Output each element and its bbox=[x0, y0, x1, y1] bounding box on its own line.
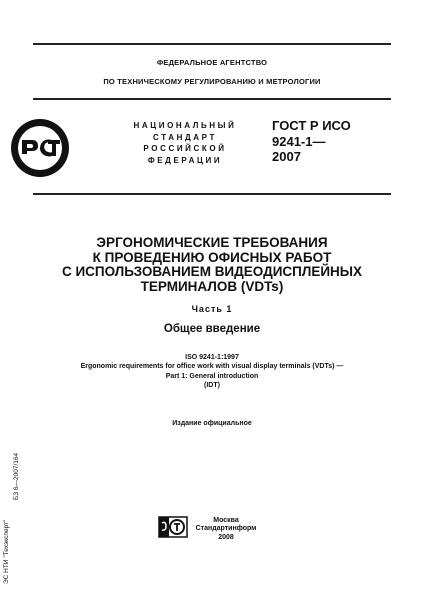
iso-line2: Ergonomic requirements for office work with visual display terminals (VDTs) — bbox=[80, 363, 344, 371]
publisher-name: Стандартинформ bbox=[195, 525, 257, 533]
bottom-rule bbox=[33, 193, 391, 195]
national-line3: РОССИЙСКОЙ bbox=[143, 144, 227, 153]
national-line2: СТАНДАРТ bbox=[153, 132, 217, 142]
national-standard-label bbox=[120, 120, 250, 166]
standard-id-line2: 9241-1— bbox=[272, 133, 326, 149]
part-number: Часть 1 bbox=[191, 304, 233, 314]
publisher-city: Москва bbox=[213, 517, 239, 524]
iso-line1: ISO 9241-1:1997 bbox=[185, 354, 239, 361]
rst-logo bbox=[10, 118, 70, 178]
national-line4: ФЕДЕРАЦИИ bbox=[147, 155, 223, 165]
rst-logo-icon bbox=[10, 118, 70, 178]
document-title bbox=[40, 236, 384, 294]
iso-reference bbox=[30, 353, 394, 391]
document-subtitle: Общее введение bbox=[163, 323, 261, 335]
agency-name-line1: ФЕДЕРАЛЬНОЕ АГЕНТСТВО bbox=[156, 58, 268, 67]
standard-id-line1: ГОСТ Р ИСО bbox=[272, 118, 351, 133]
side-code-2: ЭС НТИ "Техэксперт" bbox=[3, 519, 10, 584]
title-line1: ЭРГОНОМИЧЕСКИЕ ТРЕБОВАНИЯ bbox=[96, 235, 328, 250]
national-line1: НАЦИОНАЛЬНЫЙ bbox=[133, 121, 237, 130]
side-code-1: БЗ 6—2007/164 bbox=[13, 452, 20, 500]
edition-label: Издание официальное bbox=[172, 420, 252, 427]
publisher-logo bbox=[158, 516, 188, 538]
standard-id-line3: 2007 bbox=[272, 149, 301, 164]
title-line4: ТЕРМИНАЛОВ (VDTs) bbox=[140, 278, 284, 294]
title-line2: К ПРОВЕДЕНИЮ ОФИСНЫХ РАБОТ bbox=[92, 249, 332, 265]
publisher-year: 2008 bbox=[218, 533, 234, 541]
standartinform-logo-icon bbox=[158, 516, 188, 538]
title-line3: С ИСПОЛЬЗОВАНИЕМ ВИДЕОДИСПЛЕЙНЫХ bbox=[61, 264, 363, 279]
standard-identifier bbox=[272, 118, 382, 165]
publisher-info bbox=[186, 517, 266, 542]
middle-rule bbox=[33, 98, 391, 100]
agency-name-line2: ПО ТЕХНИЧЕСКОМУ РЕГУЛИРОВАНИЮ И МЕТРОЛОГИИ bbox=[103, 77, 321, 86]
iso-line3: Part 1: General introduction bbox=[165, 372, 259, 380]
iso-line4: (IDT) bbox=[204, 382, 220, 390]
top-rule bbox=[33, 43, 391, 45]
